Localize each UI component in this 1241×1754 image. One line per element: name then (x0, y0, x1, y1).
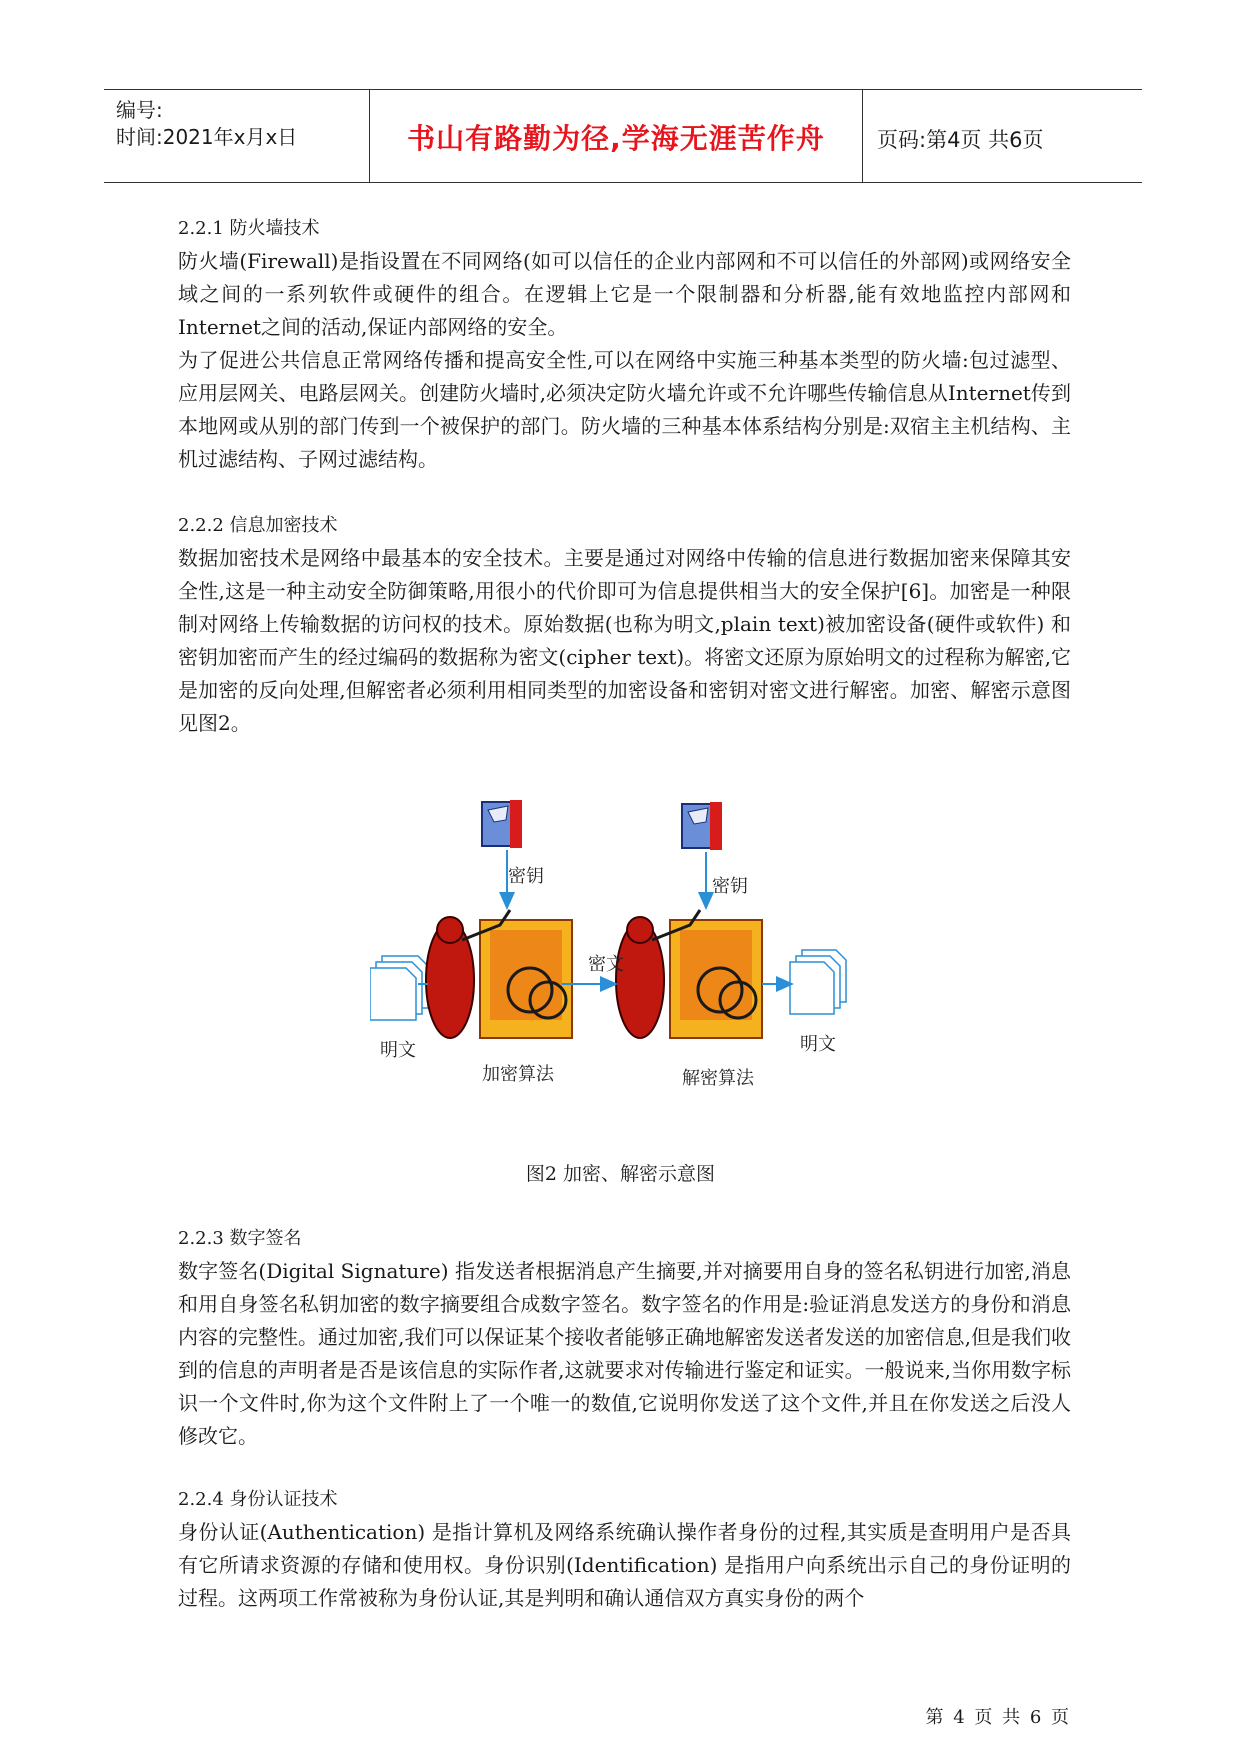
header-meta-cell (104, 90, 370, 182)
section-authentication (178, 1483, 1071, 1615)
ciphertext-label: 密文 (588, 954, 624, 975)
document-number-label: 编号: (116, 98, 163, 122)
paragraph: 身份认证(Authentication) 是指计算机及网络系统确认操作者身份的过程,其实质是查明用户是否具有它所请求资源的存储和使用权。身份识别(Identification) 是指用户向系统出示自己的身份证明的过程。这两项工作常被称为身份认证,其是判明和确认通信双方真实身份的两个 (178, 1520, 1071, 1610)
section-title: 2.2.3 数字签名 (178, 1228, 302, 1249)
plaintext-document-right-icon (790, 950, 846, 1014)
document-time-label: 时间:2021年x月x日 (116, 125, 298, 149)
figure-caption: 图2 加密、解密示意图 (525, 1163, 716, 1185)
paragraph: 数据加密技术是网络中最基本的安全技术。主要是通过对网络中传输的信息进行数据加密来保障其安全性,这是一种主动安全防御策略,用很小的代价即可为信息提供相当大的安全保护[6]。加密是一种限制对网络上传输数据的访问权的技术。原始数据(也称为明文,plain text)被加密设备(硬件或软件) 和密钥加密而产生的经过编码的数据称为密文(cipher text)。将密文还原为原始明文的过程称为解密,它是加密的反向处理,但解密者必须利用相同类型的加密设备和密钥对密文进行解密。加密、解密示意图见图2。 (178, 546, 1071, 735)
header-page-number: 页码:第4页 共6页 (877, 128, 1044, 152)
section-encryption (178, 509, 1071, 740)
plaintext-document-left-icon (370, 956, 428, 1020)
key-holder-left-icon (482, 800, 522, 848)
encryption-diagram (370, 800, 890, 1110)
paragraph: 为了促进公共信息正常网络传播和提高安全性,可以在网络中实施三种基本类型的防火墙:包过滤型、应用层网关、电路层网关。创建防火墙时,必须决定防火墙允许或不允许哪些传输信息从Internet传到本地网或从别的部门传到一个被保护的部门。防火墙的三种基本体系结构分别是:双宿主主机结构、主机过滤结构、子网过滤结构。 (178, 348, 1071, 471)
header-page-cell (863, 90, 1142, 182)
decrypt-algorithm-label: 解密算法 (682, 1068, 754, 1089)
key-label-left: 密钥 (508, 866, 544, 887)
plaintext-label-right: 明文 (800, 1034, 836, 1055)
page-header (104, 89, 1142, 183)
section-title: 2.2.1 防火墙技术 (178, 218, 320, 239)
paragraph: 防火墙(Firewall)是指设置在不同网络(如可以信任的企业内部网和不可以信任的外部网)或网络安全域之间的一系列软件或硬件的组合。在逻辑上它是一个限制器和分析器,能有效地监控内部网和Internet之间的活动,保证内部网络的安全。 (178, 249, 1071, 339)
page-footer-number: 第 4 页 共 6 页 (925, 1707, 1071, 1728)
header-motto-cell (370, 90, 863, 182)
encrypt-algorithm-icon (426, 910, 572, 1038)
plaintext-label-left: 明文 (380, 1040, 416, 1061)
key-label-right: 密钥 (712, 876, 748, 897)
header-motto: 书山有路勤为径,学海无涯苦作舟 (407, 122, 825, 155)
section-firewall (178, 212, 1071, 476)
paragraph: 数字签名(Digital Signature) 指发送者根据消息产生摘要,并对摘要用自身的签名私钥进行加密,消息和用自身签名私钥加密的数字摘要组合成数字签名。数字签名的作用是:验证消息发送方的身份和消息内容的完整性。通过加密,我们可以保证某个接收者能够正确地解密发送者发送的加密信息,但是我们收到的信息的声明者是否是该信息的实际作者,这就要求对传输进行鉴定和证实。一般说来,当你用数字标识一个文件时,你为这个文件附上了一个唯一的数值,它说明你发送了这个文件,并且在你发送之后没人修改它。 (178, 1259, 1071, 1448)
main-content-lower (178, 1222, 1071, 1615)
section-title: 2.2.2 信息加密技术 (178, 515, 338, 536)
key-holder-right-icon (682, 802, 722, 850)
encrypt-algorithm-label: 加密算法 (482, 1064, 554, 1085)
diagram-graphics (370, 800, 890, 1110)
section-title: 2.2.4 身份认证技术 (178, 1489, 338, 1510)
section-digital-signature (178, 1222, 1071, 1453)
decrypt-algorithm-icon (616, 910, 762, 1038)
main-content-upper (178, 212, 1071, 740)
